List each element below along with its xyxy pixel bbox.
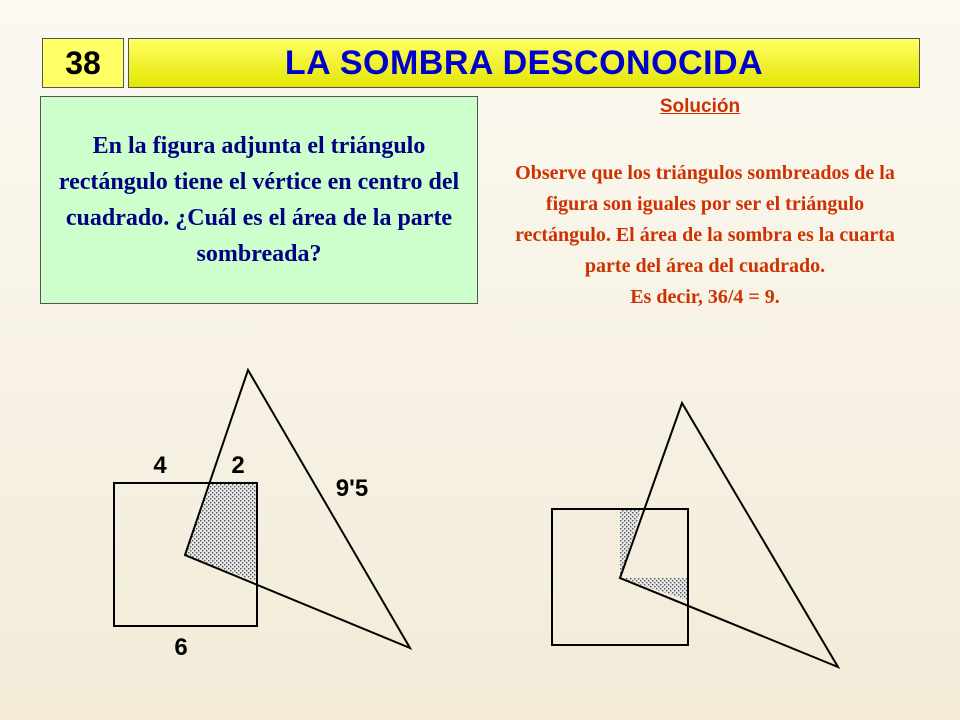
label-segment-2: 2 [231, 452, 245, 479]
problem-number: 38 [65, 44, 101, 81]
label-hypotenuse: 9'5 [335, 475, 369, 502]
page-title: LA SOMBRA DESCONOCIDA [284, 43, 764, 82]
left-shaded-region [185, 483, 257, 582]
label-segment-4: 4 [153, 452, 167, 479]
solution-explanation: Observe que los triángulos sombreados de la figura son iguales por ser el triángulo rectángulo. El área de la sombra es la cuarta parte del área del cuadrado. [515, 162, 895, 277]
solution-result: Es decir, 36/4 = 9. [630, 286, 780, 308]
label-side-6: 6 [174, 634, 188, 661]
problem-statement: En la figura adjunta el triángulo rectángulo tiene el vértice en centro del cuadrado. ¿Cuál es el área de la parte sombreada? [58, 133, 460, 267]
right-right-triangle [620, 403, 838, 667]
left-figure [114, 370, 410, 661]
solution-heading: Solución [659, 96, 741, 117]
right-figure [552, 403, 838, 667]
